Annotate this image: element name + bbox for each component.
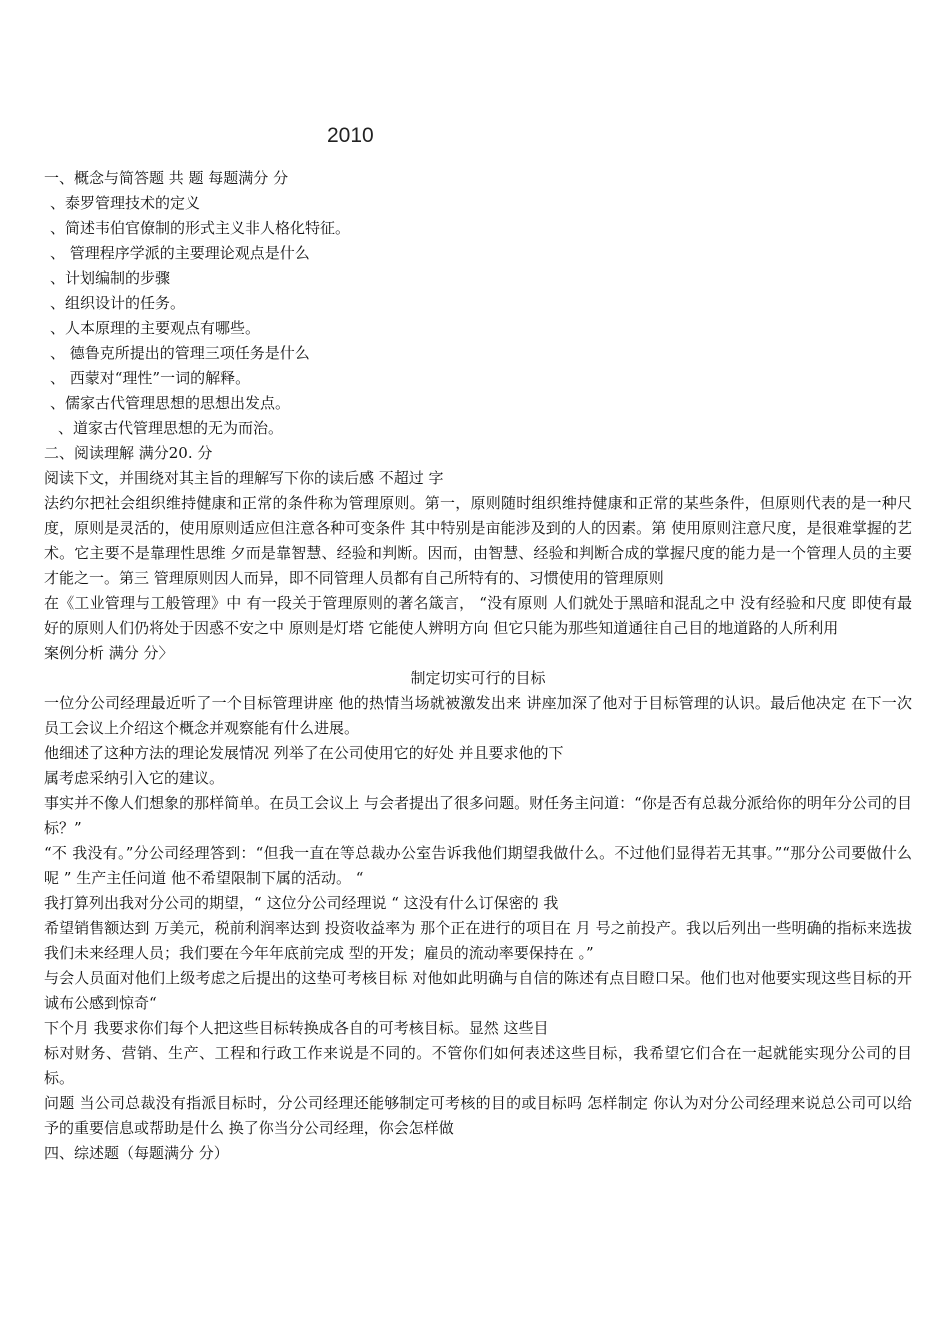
section-4-title: 四、综述题（每题满分 分） (44, 1144, 229, 1162)
case-paragraph: 下个月 我要求你们每个人把这些目标转换成各自的可考核目标。显然 这些目 (44, 1019, 549, 1037)
case-paragraph: 他细述了这种方法的理论发展情况 列举了在公司使用它的好处 并且要求他的下 (44, 744, 564, 762)
case-paragraph: 我打算列出我对分公司的期望，“ 这位分公司经理说 “ 这没有什么订保密的 我 (44, 894, 559, 912)
reading-paragraph: 法约尔把社会组织维持健康和正常的条件称为管理原则。第一，原则随时组织维持健康和正常的某些条件，但原则代表的是一种尺度，原则是灵活的，使用原则适应但注意各种可变条件 其中特别是亩能涉及到的人的因素。第 使用原则注意尺度，是很难掌握的艺术。它主要不是靠理性思维 夕而是靠智慧、经验和判断。因而，由智慧、经验和判断合成的掌握尺度的能力是一个管理人员的主要才能之一。第三 管理原则因人而异，即不同管理人员都有自己所特有的、习惯使用的管理原则 (44, 494, 912, 587)
document-body (44, 166, 912, 1166)
question-item: 、组织设计的任务。 (50, 294, 186, 312)
case-title: 制定切实可行的目标 (410, 669, 546, 687)
question-item: 、计划编制的步骤 (50, 269, 171, 287)
question-item: 、 管理程序学派的主要理论观点是什么 (50, 244, 310, 262)
case-paragraph: 事实并不像人们想象的那样简单。在员工会议上 与会者提出了很多问题。财任务主问道：“你是否有总裁分派给你的明年分公司的目标？” (44, 794, 912, 837)
question-item: 、泰罗管理技术的定义 (50, 194, 201, 212)
question-item: 、儒家古代管理思想的思想出发点。 (50, 394, 291, 412)
case-paragraph: “不 我没有。”分公司经理答到：“但我一直在等总裁办公室告诉我他们期望我做什么。不过他们显得若无其事。”“那分公司要做什么呢 ” 生产主任问道 他不希望限制下属的活动。 “ (44, 844, 912, 887)
case-paragraph: 希望销售额达到 万美元，税前利润率达到 投资收益率为 那个正在进行的项目在 月 号之前投产。我以后列出一些明确的指标来选拔我们未来经理人员；我们要在今年年底前完成 型的开发；雇员的流动率要保持在 。” (44, 919, 912, 962)
section-1-title: 一、概念与简答题 共 题 每题满分 分 (44, 169, 289, 187)
question-item: 、人本原理的主要观点有哪些。 (50, 319, 261, 337)
reading-paragraph: 在《工业管理与工般管理》中 有一段关于管理原则的著名箴言， “没有原则 人们就处于黑暗和混乱之中 没有经验和尺度 即使有最好的原则人们仍将处于因惑不安之中 原则是灯塔 它能使人辨明方向 但它只能为那些知道通往自己目的地道路的人所利用 (44, 594, 912, 637)
case-paragraph: 与会人员面对他们上级考虑之后提出的这垫可考核目标 对他如此明确与自信的陈述有点目瞪口呆。他们也对他要实现这些目标的开诚布公感到惊奇“ (44, 969, 912, 1012)
section-2-title: 二、阅读理解 满分20. 分 (44, 444, 213, 462)
exam-year: 2010 (327, 124, 374, 147)
reading-instruction: 阅读下文，并围绕对其主旨的理解写下你的读后感 不超过 字 (44, 469, 444, 487)
question-item: 、道家古代管理思想的无为而治。 (58, 419, 284, 437)
case-paragraph: 标对财务、营销、生产、工程和行政工作来说是不同的。不管你们如何表述这些目标，我希望它们合在一起就能实现分公司的目标。 (44, 1044, 912, 1087)
case-paragraph: 一位分公司经理最近听了一个目标管理讲座 他的热情当场就被激发出来 讲座加深了他对于目标管理的认识。最后他决定 在下一次员工会议上介绍这个概念并观察能有什么进展。 (44, 694, 912, 737)
question-item: 、简述韦伯官僚制的形式主义非人格化特征。 (50, 219, 351, 237)
question-item: 、 西蒙对“理性”一词的解释。 (50, 369, 251, 387)
question-item: 、 德鲁克所提出的管理三项任务是什么 (50, 344, 310, 362)
case-question: 问题 当公司总裁没有指派目标时，分公司经理还能够制定可考核的目的或目标吗 怎样制定 你认为对分公司经理来说总公司可以给予的重要信息或帮助是什么 换了你当分公司经理，你会怎样做 (44, 1094, 912, 1137)
section-3-title: 案例分析 满分 分〉 (44, 644, 174, 662)
case-paragraph: 属考虑采纳引入它的建议。 (44, 769, 225, 787)
